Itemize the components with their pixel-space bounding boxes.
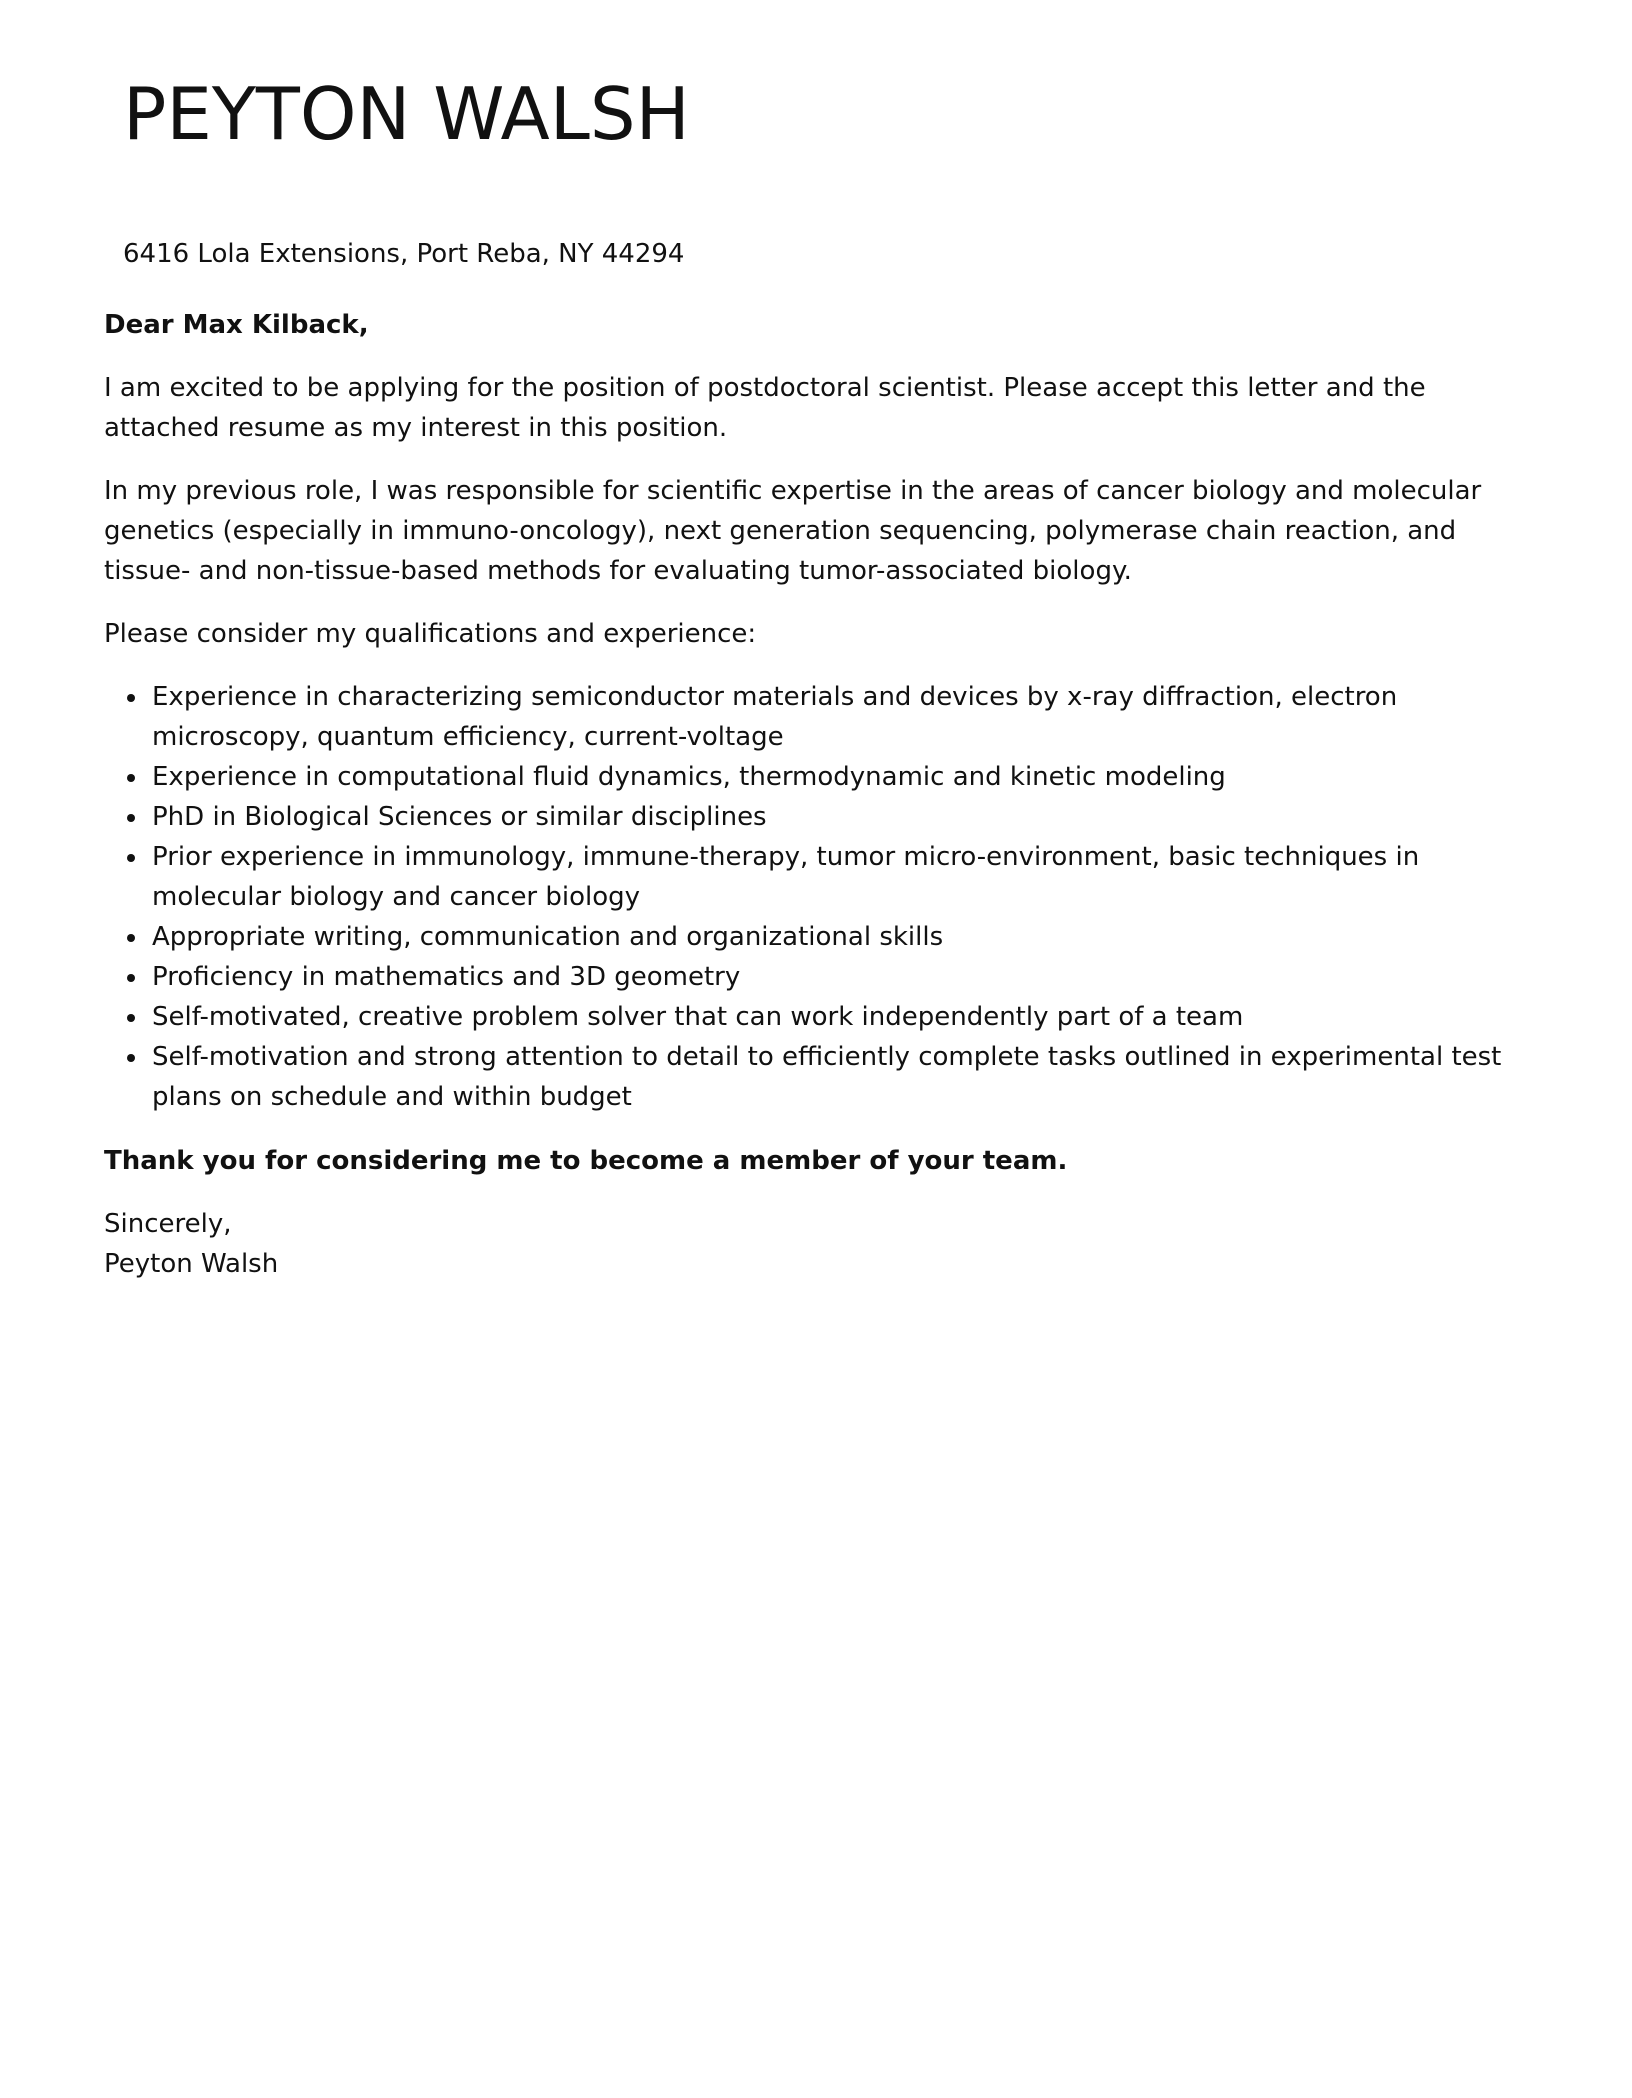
list-item [152, 997, 1524, 1037]
experience-paragraph: In my previous role, I was responsible for scientific expertise in the areas of cancer biology and molecular genetics (especially in immuno-oncology), next generation sequencing, polymerase chain reaction, and tissue- and non-tissue-based methods for evaluating tumor-associated biology. [104, 476, 1482, 586]
list-item [152, 957, 1524, 997]
bullet-icon [127, 1054, 135, 1062]
applicant-address: 6416 Lola Extensions, Port Reba, NY 44294 [123, 239, 685, 269]
salutation: Dear Max Kilback, [104, 310, 369, 340]
bullet-icon [127, 774, 135, 782]
list-item-text: Appropriate writing, communication and organizational skills [152, 922, 944, 952]
list-item [152, 677, 1524, 757]
thank-you-line: Thank you for considering me to become a member of your team. [104, 1146, 1068, 1176]
bullet-icon [127, 694, 135, 702]
bullet-icon [127, 854, 135, 862]
signoff-text: Sincerely, [104, 1209, 232, 1239]
list-item-text: Experience in characterizing semiconductor materials and devices by x-ray diffraction, electron microscopy, quantum efficiency, current-voltage [152, 682, 1398, 752]
list-item [152, 757, 1524, 797]
list-item-text: Self-motivation and strong attention to detail to efficiently complete tasks outlined in experimental test plans on schedule and within budget [152, 1042, 1502, 1112]
address-block [123, 162, 690, 269]
signature-name: Peyton Walsh [104, 1249, 279, 1279]
list-item-text: Experience in computational fluid dynamics, thermodynamic and kinetic modeling [152, 762, 1226, 792]
qualifications-intro: Please consider my qualifications and experience: [104, 619, 757, 649]
list-item [152, 837, 1524, 917]
list-item-text: Self-motivated, creative problem solver that can work independently part of a team [152, 1002, 1244, 1032]
letter-header [123, 66, 690, 269]
list-item-text: PhD in Biological Sciences or similar disciplines [152, 802, 767, 832]
list-item-text: Proficiency in mathematics and 3D geometry [152, 962, 741, 992]
qualifications-list [104, 677, 1524, 1117]
bullet-icon [127, 934, 135, 942]
signoff-block [104, 1204, 1524, 1284]
letter-body [104, 305, 1524, 1284]
applicant-name: PEYTON WALSH [123, 72, 690, 156]
list-item [152, 797, 1524, 837]
bullet-icon [127, 814, 135, 822]
bullet-icon [127, 974, 135, 982]
intro-paragraph: I am excited to be applying for the position of postdoctoral scientist. Please accept this letter and the attached resume as my interest in this position. [104, 373, 1426, 443]
list-item [152, 1037, 1524, 1117]
bullet-icon [127, 1014, 135, 1022]
list-item-text: Prior experience in immunology, immune-therapy, tumor micro-environment, basic techniques in molecular biology and cancer biology [152, 842, 1420, 912]
list-item [152, 917, 1524, 957]
